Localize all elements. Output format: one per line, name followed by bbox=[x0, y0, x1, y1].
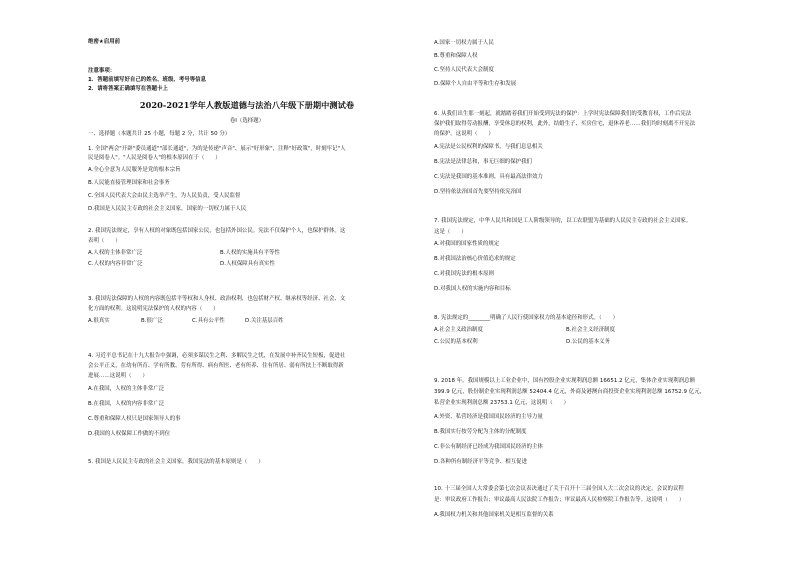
question-6-option-a[interactable]: A.宪法是公民权利的保障书，与我们息息相关 bbox=[434, 144, 543, 150]
question-6-text: 6. 从我们出生那一刻起，就踏踏着我们开始受到宪法的保护：上学时宪法保障我们的受教育权，工作后宪法 bbox=[434, 111, 692, 117]
question-4-option-d[interactable]: D.我国的人权保障工作做的不到位 bbox=[88, 431, 171, 437]
question-1-text: 民是阅卷人"。"人民是阅卷人"的根本原因在于（ ） bbox=[88, 155, 221, 161]
question-4-option-c[interactable]: C.尊重和保障人权只是国家领导人的事 bbox=[88, 416, 181, 422]
question-2-option-a[interactable]: A.人权的主体非常广泛 bbox=[88, 250, 143, 256]
question-6-text: 的保护。这说明（ ） bbox=[434, 131, 494, 137]
question-5-text: 5. 我国是人民民主专政的社会主义国家，我国宪法的基本原则是（ ） bbox=[88, 459, 264, 465]
question-4-option-a[interactable]: A.在我国，人权的主体非常广泛 bbox=[88, 386, 165, 392]
right-column bbox=[434, 0, 752, 562]
question-4-text: 会公平正义，在幼有所育、学有所教、劳有所得、病有所医、老有所养、住有所居、弱有所扶上不断取得新 bbox=[88, 363, 344, 369]
question-1-text: 1. 全国"两会"开辟"委员通道""部长通道"，为的是传递"声音"、展示"好形象"，注释"好政策"，时刻牢记"人 bbox=[88, 146, 346, 152]
question-8-option-c[interactable]: C.公民的基本权利 bbox=[434, 339, 478, 345]
question-10-text: 10. 十三届全国人大常委会第七次会议表决通过了关于召开十三届全国人大二次会议的决定。会议的议程 bbox=[434, 486, 684, 492]
question-1-option-c[interactable]: C.全国人民代表大会由民主选举产生，为人民负责，受人民监督 bbox=[88, 193, 241, 199]
question-5-option-b[interactable]: B.尊重和保障人权 bbox=[434, 53, 478, 59]
question-4-text: 进展……这说明（ ） bbox=[88, 373, 148, 379]
question-3-option-c[interactable]: C.具有公平性 bbox=[192, 318, 225, 324]
question-3-text: 化方面的权利。这说明宪法保护的人权的内容（ ） bbox=[88, 306, 219, 312]
question-5-option-c[interactable]: C.坚持人民代表大会制度 bbox=[434, 67, 494, 73]
question-9-text: 私营企业实现利润总额 23753.1 亿元，这说明（ ） bbox=[434, 400, 569, 406]
question-6-option-c[interactable]: C.宪法是我国的基本准则，具有最高法律效力 bbox=[434, 174, 543, 180]
question-10-option-a[interactable]: A.我国权力机关和其他国家机关是相互监督的关系 bbox=[434, 512, 554, 518]
section-heading: 一、选择题（本题共计 25 小题，每题 2 分，共计 50 分） bbox=[88, 131, 231, 137]
question-2-text: 2. 我国宪法规定，享有人权的对象既包括国家公民，也包括外国公民。宪法不仅保护个人，也保护群体。这 bbox=[88, 228, 346, 234]
question-9-option-b[interactable]: B.我国实行按劳分配为主体的分配制度 bbox=[434, 429, 527, 435]
question-4-option-b[interactable]: B.在我国，人权的内容非常广泛 bbox=[88, 401, 165, 407]
question-2-option-b[interactable]: B.人权的实施具有平等性 bbox=[220, 250, 280, 256]
notice-item: 1．答题前填写好自己的姓名、班级、考号等信息 bbox=[88, 77, 207, 83]
question-5-option-d[interactable]: D.保障个人自由平等和生存和发展 bbox=[434, 81, 517, 87]
question-8-text: 8. 宪法规定的________明确了人民行使国家权力的基本途径和形式。（ ） bbox=[434, 315, 619, 321]
question-1-option-b[interactable]: B.人民能直接管理国家和社会事务 bbox=[88, 180, 170, 186]
question-5-option-a[interactable]: A.国家一切权力属于人民 bbox=[434, 40, 494, 46]
left-column bbox=[88, 0, 406, 562]
question-2-option-d[interactable]: D.人权保障具有真实性 bbox=[220, 261, 275, 267]
volume-label: 卷Ⅰ（选择题） bbox=[229, 118, 265, 124]
notice-title: 注意事项： bbox=[88, 68, 116, 74]
question-7-option-c[interactable]: C.对我国宪法的根本原则 bbox=[434, 271, 494, 277]
question-7-option-d[interactable]: D.对我国人权的实施内容和目标 bbox=[434, 286, 511, 292]
question-6-text: 保护我们取得劳动报酬，享受休息的权利，此外，结婚生子、买房住宅，退休养老……我们均时刻离不开宪法 bbox=[434, 121, 696, 127]
question-8-option-d[interactable]: D.公民的基本义务 bbox=[566, 339, 611, 345]
question-8-option-b[interactable]: B.社会主义经济制度 bbox=[566, 327, 616, 333]
question-3-option-d[interactable]: D.关注基层百姓 bbox=[245, 318, 284, 324]
notice-item: 2．请将答案正确填写在答题卡上 bbox=[88, 86, 168, 92]
question-9-option-c[interactable]: C.非公有制经济已经成为我国国民经济的主体 bbox=[434, 444, 543, 450]
question-4-text: 4. 习近平总书记在十九大报告中强调，必须多谋民生之利、多解民生之忧，在发展中补齐民生短板，促进社 bbox=[88, 353, 346, 359]
question-9-text: 399.9 亿元，股份制企业实现利润总额 52404.4 亿元，外商及港澳台商投资企业实现利润总额 16752.9 亿元， bbox=[434, 389, 706, 395]
question-2-text: 表明（ ） bbox=[88, 238, 121, 244]
question-1-option-a[interactable]: A.全心全意为人民服务是党的根本宗旨 bbox=[88, 167, 181, 173]
question-3-option-b[interactable]: B.很广泛 bbox=[141, 318, 163, 324]
question-6-option-b[interactable]: B.宪法是法律总和，事无巨细的保护我们 bbox=[434, 159, 533, 165]
secret-label: 绝密★启用前 bbox=[88, 39, 121, 45]
question-6-option-d[interactable]: D.坚持依法治国首先要坚持依宪治国 bbox=[434, 189, 522, 195]
question-7-option-a[interactable]: A.对我国的国家性质的规定 bbox=[434, 241, 500, 247]
question-7-option-b[interactable]: B.对我国法治核心价值追求的规定 bbox=[434, 256, 516, 262]
question-2-option-c[interactable]: C.人权的内容非常广泛 bbox=[88, 261, 143, 267]
question-9-option-a[interactable]: A.外资、私营经济是我国国民经济的主导力量 bbox=[434, 414, 543, 420]
question-9-option-d[interactable]: D.各种所有制经济平等竞争、相互促进 bbox=[434, 459, 528, 465]
question-3-text: 3. 我国宪法保障的人权的内容既包括平等权和人身权、政治权利，也包括财产权、继承权等经济、社会、文 bbox=[88, 296, 346, 302]
question-7-text: 7. 我国宪法规定，中华人民共和国是工人阶级领导的，以工农联盟为基础的人民民主专政的社会主义国家。 bbox=[434, 218, 692, 224]
question-10-text: 是：审议政府工作报告；审议最高人民法院工作报告；审议最高人民检察院工作报告等。这说明（ ） bbox=[434, 497, 685, 503]
question-8-option-a[interactable]: A.社会主义政治制度 bbox=[434, 327, 483, 333]
question-3-option-a[interactable]: A.很真实 bbox=[88, 318, 110, 324]
page-title: 2020-2021学年人教版道德与法治八年级下册期中测试卷 bbox=[139, 100, 355, 110]
question-7-text: 这是（ ） bbox=[434, 229, 467, 235]
question-1-option-d[interactable]: D.我国是人民民主专政的社会主义国家，国家的一切权力属于人民 bbox=[88, 206, 247, 212]
question-9-text: 9. 2018 年，我国规模以上工业企业中，国有控股企业实现利润总额 16651.2 亿元，集体企业实现利润总额 bbox=[434, 378, 696, 384]
